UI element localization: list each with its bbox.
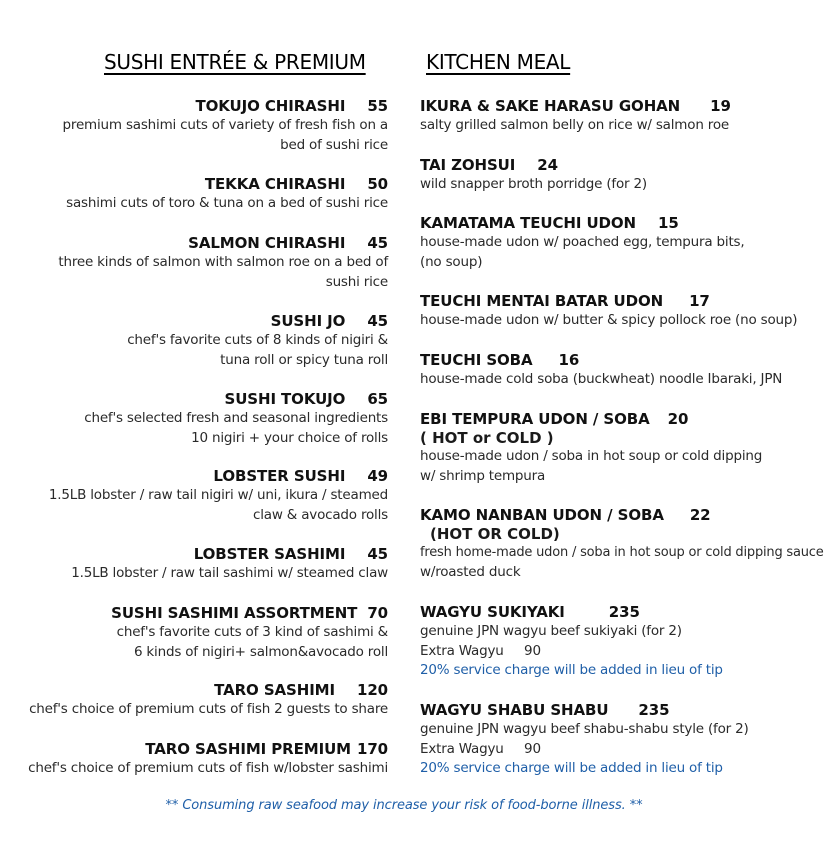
- item-name: SUSHI JO: [270, 312, 346, 330]
- item-price: 45: [367, 545, 388, 563]
- item-desc: house-made udon / soba in hot soup or cold dipping: [420, 448, 763, 464]
- item-price: 235: [608, 603, 640, 621]
- menu-item-tai-zohsui: [420, 155, 838, 195]
- item-desc: (no soup): [420, 253, 483, 270]
- item-name: KAMATAMA TEUCHI UDON: [420, 214, 636, 232]
- menu-item-sushi-tokujo: [8, 389, 388, 448]
- item-name: SUSHI SASHIMI ASSORTMENT: [111, 604, 358, 622]
- item-name: TEKKA CHIRASHI: [204, 175, 346, 193]
- item-name: TARO SASHIMI: [214, 681, 335, 699]
- item-name: LOBSTER SASHIMI: [193, 545, 346, 563]
- sushi-entree-title: SUSHI ENTRÉE & PREMIUM: [104, 50, 366, 74]
- item-name: TEUCHI MENTAI BATAR UDON: [420, 292, 664, 310]
- menu-item-tokujo-chirashi: [8, 96, 388, 155]
- item-desc: claw & avocado rolls: [253, 506, 388, 523]
- item-desc: chef's selected fresh and seasonal ingredients: [84, 410, 388, 426]
- raw-seafood-warning: ** Consuming raw seafood may increase your risk of food-borne illness. **: [165, 798, 643, 813]
- service-charge-note: 20% service charge will be added in lieu of tip: [420, 760, 723, 776]
- item-desc: house-made udon w/ butter & spicy pollock roe (no soup): [420, 312, 798, 328]
- item-price: 24: [537, 156, 558, 174]
- item-name: KAMO NANBAN UDON / SOBA: [420, 506, 664, 524]
- item-price: 50: [367, 175, 388, 193]
- item-option-hot-or-cold: ( HOT or COLD ): [420, 429, 554, 447]
- item-desc: w/ shrimp tempura: [420, 467, 546, 484]
- item-desc: salty grilled salmon belly on rice w/ salmon roe: [420, 117, 729, 133]
- item-name: TARO SASHIMI PREMIUM: [145, 740, 351, 758]
- item-price: 170: [356, 740, 388, 758]
- item-name: SUSHI TOKUJO: [224, 390, 346, 408]
- item-price: 15: [658, 214, 679, 232]
- item-name: WAGYU SUKIYAKI: [420, 603, 565, 621]
- item-desc: 1.5LB lobster / raw tail sashimi w/ steamed claw: [71, 565, 388, 581]
- item-desc: genuine JPN wagyu beef sukiyaki (for 2): [420, 623, 682, 639]
- item-desc: house-made udon w/ poached egg, tempura bits,: [420, 234, 745, 250]
- item-price: 45: [367, 234, 388, 252]
- item-desc: w/roasted duck: [420, 563, 521, 580]
- menu-item-tekka-chirashi: [8, 174, 388, 214]
- item-price: 70: [367, 604, 388, 622]
- item-desc: bed of sushi rice: [280, 136, 388, 153]
- item-price: 20: [667, 410, 689, 428]
- item-price: 19: [710, 97, 731, 115]
- item-price: 235: [638, 701, 670, 719]
- item-desc: chef's choice of premium cuts of fish w/lobster sashimi: [28, 760, 388, 776]
- menu-item-salmon-chirashi: [8, 233, 388, 292]
- item-price: 17: [689, 292, 710, 310]
- menu-item-kamatama-teuchi-udon: [420, 213, 838, 272]
- menu-item-taro-sashimi: [8, 680, 388, 720]
- service-charge-note: 20% service charge will be added in lieu of tip: [420, 662, 723, 678]
- item-desc: sushi rice: [325, 273, 388, 290]
- item-desc: sashimi cuts of toro & tuna on a bed of sushi rice: [66, 195, 388, 211]
- item-price: 16: [558, 351, 580, 369]
- menu-item-lobster-sushi: [8, 466, 388, 525]
- item-price: 45: [367, 312, 388, 330]
- menu-item-sushi-jo: [8, 311, 388, 370]
- item-desc: three kinds of salmon with salmon roe on a bed of: [58, 254, 388, 270]
- item-name: SALMON CHIRASHI: [188, 234, 346, 252]
- menu-item-taro-sashimi-premium: [8, 739, 388, 779]
- menu-item-lobster-sashimi: [8, 544, 388, 584]
- item-price: 65: [367, 390, 388, 408]
- item-price: 55: [367, 97, 388, 115]
- item-desc: 6 kinds of nigiri+ salmon&avocado roll: [133, 643, 388, 660]
- item-name: LOBSTER SUSHI: [213, 467, 346, 485]
- kitchen-meal-title: KITCHEN MEAL: [426, 50, 571, 74]
- item-name: EBI TEMPURA UDON / SOBA: [420, 410, 650, 428]
- item-name: IKURA & SAKE HARASU GOHAN: [420, 97, 681, 115]
- item-name: TOKUJO CHIRASHI: [195, 97, 346, 115]
- menu-item-ikura-sake-harasu-gohan: [420, 96, 838, 136]
- menu-item-teuchi-mentai-batar-udon: [420, 291, 838, 331]
- item-desc: chef's favorite cuts of 3 kind of sashimi &: [116, 624, 388, 640]
- item-extra: Extra Wagyu 90: [420, 642, 541, 659]
- item-name: TAI ZOHSUI: [420, 156, 516, 174]
- item-name: TEUCHI SOBA: [420, 351, 533, 369]
- item-desc: 1.5LB lobster / raw tail nigiri w/ uni, ikura / steamed: [48, 487, 388, 503]
- menu-item-kamo-nanban-udon-soba: [420, 505, 838, 582]
- item-desc: chef's favorite cuts of 8 kinds of nigiri &: [127, 332, 388, 348]
- item-option-hot-or-cold: (HOT OR COLD): [430, 525, 560, 543]
- item-extra: Extra Wagyu 90: [420, 740, 541, 757]
- item-desc: house-made cold soba (buckwheat) noodle Ibaraki, JPN: [420, 371, 783, 387]
- menu-item-teuchi-soba: [420, 350, 838, 390]
- menu-item-sushi-sashimi-assortment: [8, 603, 388, 662]
- item-desc: tuna roll or spicy tuna roll: [220, 351, 388, 368]
- item-price: 120: [356, 681, 388, 699]
- item-name: WAGYU SHABU SHABU: [420, 701, 609, 719]
- item-desc: fresh home-made udon / soba in hot soup or cold dipping sauce: [420, 545, 824, 560]
- item-desc: chef's choice of premium cuts of fish 2 guests to share: [29, 701, 388, 717]
- item-desc: wild snapper broth porridge (for 2): [420, 176, 647, 192]
- item-desc: premium sashimi cuts of variety of fresh fish on a: [62, 117, 388, 133]
- item-price: 22: [689, 506, 711, 524]
- menu-item-wagyu-shabu-shabu: [420, 700, 838, 779]
- item-desc: genuine JPN wagyu beef shabu-shabu style (for 2): [420, 721, 749, 737]
- menu-item-ebi-tempura-udon-soba: [420, 409, 838, 486]
- item-desc: 10 nigiri + your choice of rolls: [191, 429, 388, 446]
- menu-item-wagyu-sukiyaki: [420, 602, 838, 681]
- item-price: 49: [367, 467, 388, 485]
